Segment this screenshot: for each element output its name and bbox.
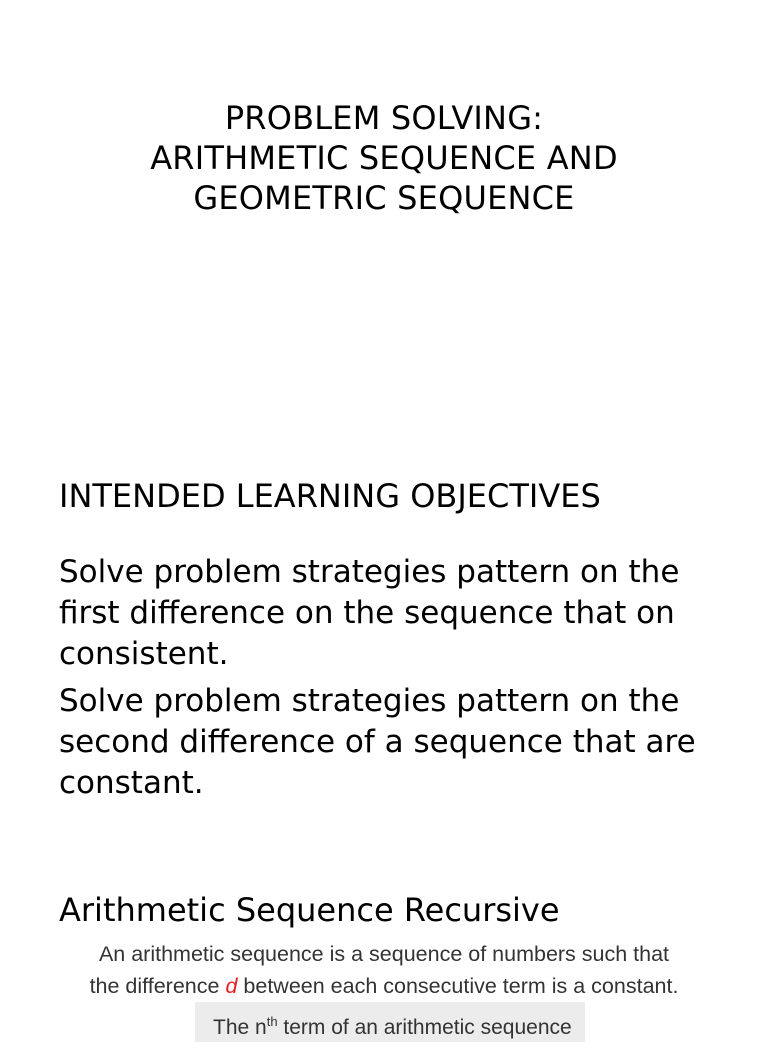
objective-item-1: Solve problem strategies pattern on the first difference on the sequence that on consistent.: [59, 554, 680, 672]
objectives-list: [59, 552, 729, 810]
nth-term-caption-end: term of an arithmetic sequence: [277, 1016, 572, 1039]
definition-line-2-start: the difference: [89, 974, 220, 998]
nth-term-formula-box: [195, 1002, 585, 1042]
nth-term-caption-start: The n: [213, 1016, 267, 1039]
objective-item-2: Solve problem strategies pattern on the second difference of a sequence that are constant.: [59, 683, 696, 801]
title-line-1: PROBLEM SOLVING:: [224, 99, 544, 137]
definition-line-2: [0, 970, 768, 1002]
nth-term-superscript: th: [266, 1014, 278, 1029]
definition-line-2-end: between each consecutive term is a constant.: [243, 974, 679, 998]
definition-line-1: An arithmetic sequence is a sequence of numbers such that: [98, 942, 670, 966]
recursive-section-heading: Arithmetic Sequence Recursive: [59, 891, 560, 929]
difference-variable-d: d: [225, 974, 238, 998]
slide-title: [0, 98, 768, 218]
arithmetic-definition: [0, 938, 768, 1002]
title-line-2: ARITHMETIC SEQUENCE AND: [150, 139, 618, 177]
title-line-3: GEOMETRIC SEQUENCE: [193, 179, 575, 217]
objectives-heading: INTENDED LEARNING OBJECTIVES: [59, 477, 601, 515]
nth-term-caption: [213, 1014, 572, 1040]
